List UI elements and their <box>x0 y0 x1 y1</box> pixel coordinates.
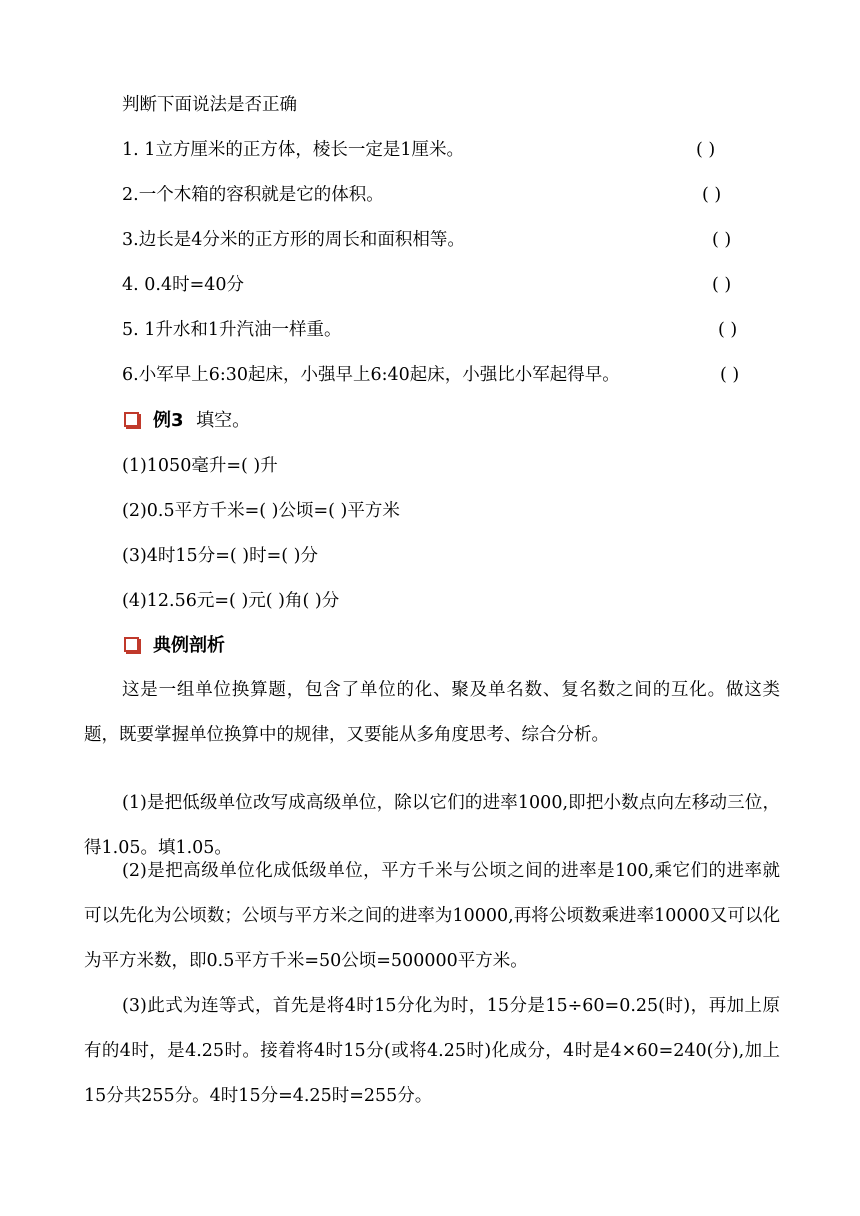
analysis-heading-text: 典例剖析 <box>153 635 225 656</box>
judge-item-text: 4. 0.4时=40分 <box>122 275 245 295</box>
analysis-paragraph: (2)是把高级单位化成低级单位，平方千米与公顷之间的进率是100,乘它们的进率就可以先化为公顷数；公顷与平方米之间的进率为10000,再将公顷数乘进率10000又可以化为平方米数，即0.5平方千米=50公顷=500000平方米。 <box>84 861 780 971</box>
analysis-paragraph: (1)是把低级单位改写成高级单位，除以它们的进率1000,即把小数点向左移动三位，得1.05。填1.05。 <box>84 793 780 858</box>
example-heading <box>124 409 250 433</box>
fill-item: (3)4时15分=( )时=( )分 <box>122 546 318 566</box>
fill-item: (2)0.5平方千米=( )公顷=( )平方米 <box>122 501 400 521</box>
fill-item: (1)1050毫升=( )升 <box>122 456 278 476</box>
judge-item-text: 3.边长是4分米的正方形的周长和面积相等。 <box>122 230 465 250</box>
example-task: 填空。 <box>196 410 251 431</box>
bullet-square-icon <box>124 412 139 427</box>
analysis-paragraph: (3)此式为连等式，首先是将4时15分化为时，15分是15÷60=0.25(时)，再加上原有的4时，是4.25时。接着将4时15分(或将4.25时)化成分，4时是4×60=240(分),加上15分共255分。4时15分=4.25时=255分。 <box>84 996 780 1106</box>
analysis-paragraph: 这是一组单位换算题，包含了单位的化、聚及单名数、复名数之间的互化。做这类题，既要掌握单位换算中的规律，又要能从多角度思考、综合分析。 <box>84 680 780 745</box>
judge-item-text: 6.小军早上6:30起床，小强早上6:40起床，小强比小军起得早。 <box>122 365 620 385</box>
fill-item: (4)12.56元=( )元( )角( )分 <box>122 591 340 611</box>
answer-bracket: ( ) <box>702 185 722 205</box>
answer-bracket: ( ) <box>712 275 732 295</box>
judge-item-text: 1. 1立方厘米的正方体，棱长一定是1厘米。 <box>122 140 465 160</box>
judge-title: 判断下面说法是否正确 <box>122 95 297 115</box>
answer-bracket: ( ) <box>712 230 732 250</box>
example-label: 例3 <box>153 410 184 431</box>
analysis-heading <box>124 634 225 658</box>
answer-bracket: ( ) <box>720 365 740 385</box>
bullet-square-icon <box>124 637 139 652</box>
judge-item-text: 5. 1升水和1升汽油一样重。 <box>122 320 342 340</box>
answer-bracket: ( ) <box>696 140 716 160</box>
answer-bracket: ( ) <box>718 320 738 340</box>
judge-item-text: 2.一个木箱的容积就是它的体积。 <box>122 185 384 205</box>
